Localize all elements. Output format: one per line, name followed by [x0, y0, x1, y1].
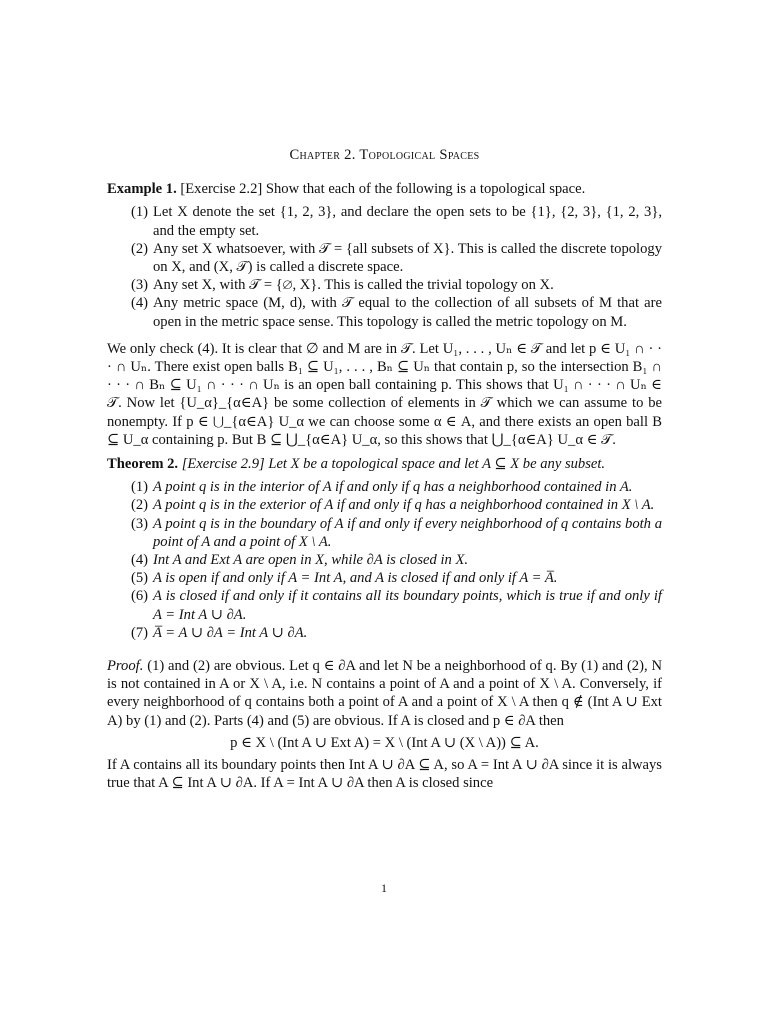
- proof-text: (1) and (2) are obvious. Let q ∈ ∂A and let N be a neighborhood of q. By (1) and (2), N is not contained in A or X \ A, i.e. N contains a point of A and a point of X \ A. Conversely, if every neighborhood of q contains both a point of A and a point of X \ A then q ∉ (Int A ∪ Ext A) by (1) and (2). Parts (4) and (5) are obvious. If A is closed and p ∈ ∂A then: [107, 658, 662, 729]
- item-text: A point q is in the boundary of A if and only if every neighborhood of q contains both a point of A and a point of X \ A.: [153, 515, 662, 550]
- item-text: A is open if and only if A = Int A, and A is closed if and only if A = A̅.: [153, 570, 558, 587]
- proof-label: Proof.: [107, 658, 144, 675]
- list-item: [107, 515, 662, 551]
- item-text: A̅ = A ∪ ∂A = Int A ∪ ∂A.: [153, 624, 308, 641]
- display-equation: p ∈ X \ (Int A ∪ Ext A) = X \ (Int A ∪ (X \ A)) ⊆ A.: [230, 734, 539, 751]
- theorem-list: [107, 478, 662, 642]
- example-paragraph: [107, 180, 662, 198]
- theorem-label: Theorem 2.: [107, 456, 179, 473]
- list-item: [107, 624, 662, 642]
- list-item: [107, 496, 662, 514]
- item-number: (2): [130, 497, 148, 514]
- item-text: Int A and Ext A are open in X, while ∂A is closed in X.: [153, 552, 469, 569]
- page-body: [107, 146, 662, 793]
- list-item: [107, 478, 662, 496]
- list-item: [107, 203, 662, 239]
- item-number: (2): [130, 240, 148, 257]
- list-item: [107, 240, 662, 276]
- proof-paragraph: [107, 657, 662, 730]
- example-intro: [Exercise 2.2] Show that each of the following is a topological space.: [180, 181, 586, 198]
- theorem-paragraph: [107, 455, 662, 473]
- item-text: Any set X, with 𝒯 = {∅, X}. This is called the trivial topology on X.: [153, 277, 554, 294]
- example-list: [107, 203, 662, 330]
- chapter-title: Chapter 2. Topological Spaces: [289, 147, 480, 163]
- proof-continuation: If A contains all its boundary points then Int A ∪ ∂A ⊆ A, so A = Int A ∪ ∂A since it is always true that A ⊆ Int A ∪ ∂A. If A = Int A ∪ ∂A then A is closed since: [107, 757, 662, 792]
- item-text: A point q is in the exterior of A if and only if q has a neighborhood contained in X \ A.: [153, 497, 655, 514]
- item-number: (3): [130, 515, 148, 532]
- item-text: Any set X whatsoever, with 𝒯 = {all subsets of X}. This is called the discrete topology on X, and (X, 𝒯) is called a discrete space.: [153, 240, 662, 276]
- example-proof-paragraph: We only check (4). It is clear that ∅ and M are in 𝒯. Let U₁, . . . , Uₙ ∈ 𝒯 and let p ∈ U₁ ∩ · · · ∩ Uₙ. There exist open balls B₁ ⊆ U₁, . . . , Bₙ ⊆ Uₙ that contain p, so the intersection B₁ ∩ · · · ∩ Bₙ ⊆ U₁ ∩ · · · ∩ Uₙ is an open ball containing p. This shows that U₁ ∩ · · · ∩ Uₙ ∈ 𝒯. Now let {U_α}_{α∈A} be some collection of elements in 𝒯 which we can assume to be nonempty. If p ∈ ⋃_{α∈A} U_α we can choose some α ∈ A, and there exists an open ball B ⊆ U_α containing p. But B ⊆ ⋃_{α∈A} U_α, so this shows that ⋃_{α∈A} U_α ∈ 𝒯.: [107, 340, 662, 448]
- theorem-intro: [Exercise 2.9] Let X be a topological space and let A ⊆ X be any subset.: [181, 456, 606, 473]
- list-item: [107, 569, 662, 587]
- example-label: Example 1.: [107, 181, 177, 198]
- item-text: Let X denote the set {1, 2, 3}, and declare the open sets to be {1}, {2, 3}, {1, 2, 3}, and the empty set.: [153, 204, 662, 239]
- item-number: (1): [130, 204, 148, 221]
- item-number: (3): [130, 277, 148, 294]
- item-number: (5): [130, 570, 148, 587]
- list-item: [107, 551, 662, 569]
- item-number: (4): [130, 552, 148, 569]
- item-number: (7): [130, 624, 148, 641]
- item-number: (6): [130, 588, 148, 605]
- item-text: A is closed if and only if it contains all its boundary points, which is true if and only if A = Int A ∪ ∂A.: [153, 588, 662, 623]
- item-text: A point q is in the interior of A if and only if q has a neighborhood contained in A.: [153, 479, 633, 496]
- item-text: Any metric space (M, d), with 𝒯 equal to the collection of all subsets of M that are open in the metric space sense. This topology is called the metric topology on M.: [153, 295, 662, 330]
- item-number: (1): [130, 479, 148, 496]
- list-item: [107, 587, 662, 623]
- list-item: [107, 276, 662, 294]
- list-item: [107, 294, 662, 330]
- page-number: 1: [381, 881, 387, 895]
- item-number: (4): [130, 295, 148, 312]
